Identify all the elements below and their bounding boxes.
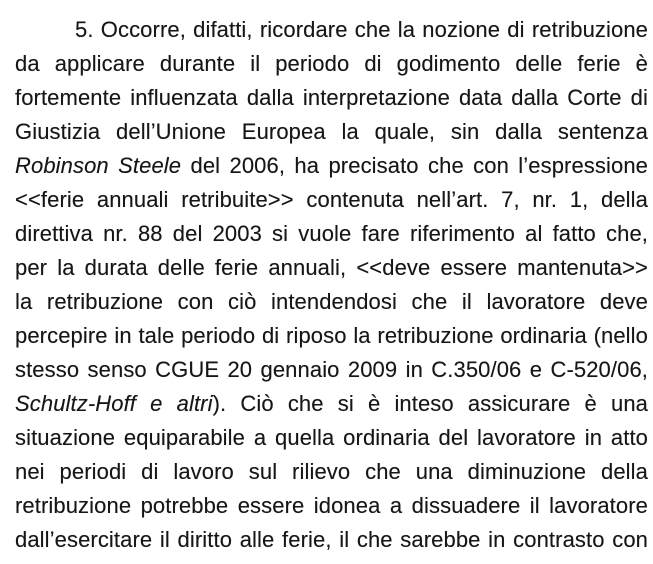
text-line bbox=[15, 489, 648, 523]
text-run: ). Ciò che si è inteso assicurare è una bbox=[212, 391, 648, 416]
text-line bbox=[15, 81, 648, 115]
text-line bbox=[15, 251, 648, 285]
text-line bbox=[15, 387, 648, 421]
text-run: <<ferie annuali retribuite>> contenuta nell’art. 7, nr. 1, della bbox=[15, 187, 648, 212]
text-line bbox=[15, 217, 648, 251]
text-line bbox=[15, 421, 648, 455]
text-run-italic: Robinson Steele bbox=[15, 153, 182, 178]
text-run: la retribuzione con ciò intendendosi che il lavoratore deve bbox=[15, 289, 648, 314]
text-run: per la durata delle ferie annuali, <<deve essere mantenuta>> bbox=[15, 255, 648, 280]
text-line bbox=[15, 285, 648, 319]
text-run: percepire in tale periodo di riposo la retribuzione ordinaria (nello bbox=[15, 323, 648, 348]
text-run: dall’esercitare il diritto alle ferie, il che sarebbe in contrasto con bbox=[15, 527, 648, 552]
text-line bbox=[15, 183, 648, 217]
legal-text-paragraph bbox=[15, 13, 648, 557]
text-line bbox=[15, 149, 648, 183]
text-line bbox=[15, 115, 648, 149]
text-run: stesso senso CGUE 20 gennaio 2009 in C.350/06 e C-520/06, bbox=[15, 357, 648, 382]
text-run: nei periodi di lavoro sul rilievo che una diminuzione della bbox=[15, 459, 648, 484]
text-run: retribuzione potrebbe essere idonea a dissuadere il lavoratore bbox=[15, 493, 648, 518]
text-line bbox=[15, 47, 648, 81]
text-run: da applicare durante il periodo di godimento delle ferie è bbox=[15, 51, 648, 76]
text-run-italic: Schultz-Hoff e altri bbox=[15, 391, 213, 416]
text-line bbox=[15, 13, 648, 47]
text-run: del 2006, ha precisato che con l’espressione bbox=[181, 153, 648, 178]
text-run: fortemente influenzata dalla interpretazione data dalla Corte di bbox=[15, 85, 648, 110]
text-run: direttiva nr. 88 del 2003 si vuole fare riferimento al fatto che, bbox=[15, 221, 648, 246]
text-line bbox=[15, 319, 648, 353]
text-run: 5. Occorre, difatti, ricordare che la nozione di retribuzione bbox=[75, 17, 648, 42]
text-line bbox=[15, 523, 648, 557]
text-line bbox=[15, 455, 648, 489]
text-run: situazione equiparabile a quella ordinaria del lavoratore in atto bbox=[15, 425, 648, 450]
text-run: Giustizia dell’Unione Europea la quale, sin dalla sentenza bbox=[15, 119, 648, 144]
text-line bbox=[15, 353, 648, 387]
